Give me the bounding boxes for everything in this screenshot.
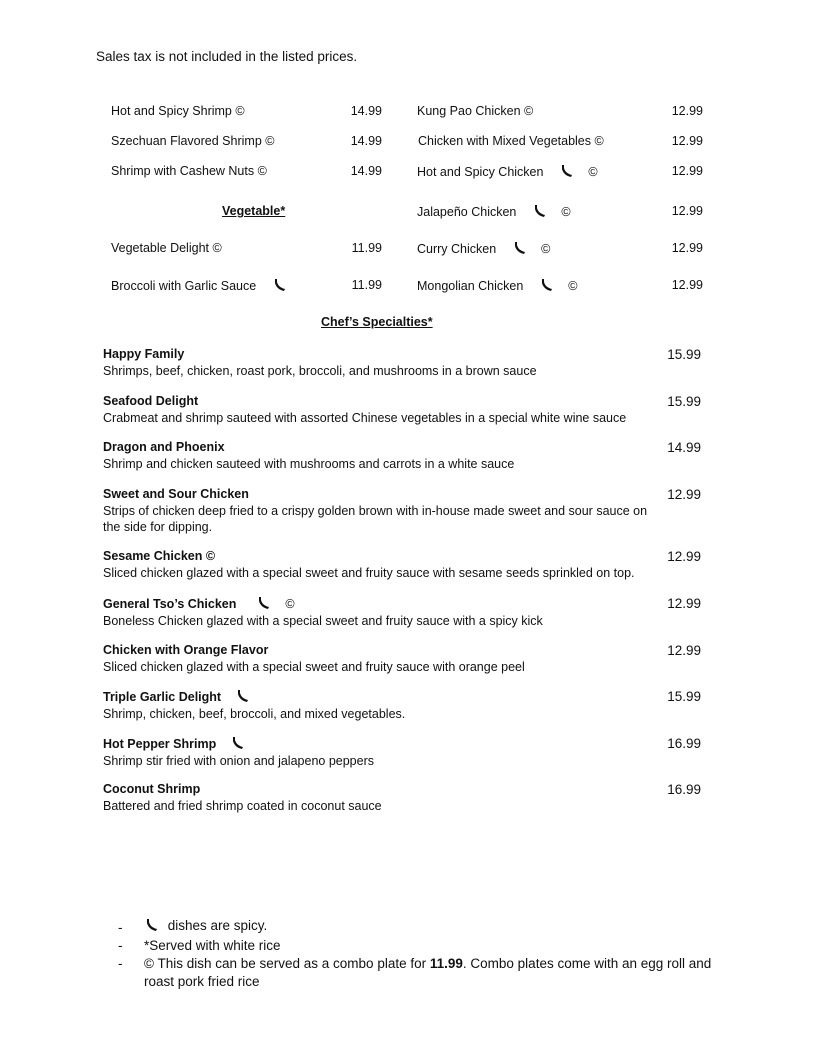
specialty-item <box>103 549 648 581</box>
menu-item-name: Szechuan Flavored Shrimp © <box>111 134 275 148</box>
menu-item-name: Chicken with Mixed Vegetables © <box>418 134 604 148</box>
tax-note: Sales tax is not included in the listed prices. <box>96 49 358 64</box>
specialty-name: Happy Family <box>103 347 185 361</box>
chili-pepper-icon <box>532 204 546 218</box>
menu-item-price: 14.99 <box>350 104 382 118</box>
chili-pepper-icon <box>512 241 526 255</box>
specialty-item <box>103 596 648 629</box>
menu-item-price: 12.99 <box>671 104 703 118</box>
specialty-price: 14.99 <box>667 440 701 455</box>
note-spicy <box>144 917 714 935</box>
specialty-item <box>103 487 648 535</box>
specialty-name: Dragon and Phoenix <box>103 440 225 454</box>
menu-item-name: Hot and Spicy Chicken <box>417 165 544 179</box>
menu-item-name: Hot and Spicy Shrimp © <box>111 104 245 118</box>
specialty-price: 15.99 <box>667 347 701 362</box>
note-rice: *Served with white rice <box>144 938 281 953</box>
chili-pepper-icon <box>144 918 158 932</box>
note-combo-suffix: . Combo plates come with an egg roll and roast pork fried rice <box>144 956 712 989</box>
specialty-item <box>103 689 648 722</box>
combo-symbol: © <box>588 165 598 179</box>
menu-item-price: 12.99 <box>671 134 703 148</box>
specialty-item <box>103 643 648 675</box>
combo-symbol: © <box>285 597 295 611</box>
menu-item-name: Mongolian Chicken <box>417 279 524 293</box>
specialty-price: 12.99 <box>667 487 701 502</box>
specialty-price: 12.99 <box>667 643 701 658</box>
specialty-desc: Shrimp and chicken sauteed with mushrooms and carrots in a white sauce <box>103 457 515 471</box>
menu-item-price: 11.99 <box>351 241 382 255</box>
specialty-item <box>103 782 648 814</box>
specialty-price: 12.99 <box>667 596 701 611</box>
combo-symbol: © <box>568 279 578 293</box>
bullet-dash: - <box>118 920 123 935</box>
specialty-name-row <box>103 689 648 704</box>
specialty-name: Triple Garlic Delight <box>103 690 222 704</box>
menu-item-row <box>417 241 550 256</box>
specialty-name-row <box>103 736 648 751</box>
menu-item-name: Jalapeño Chicken <box>417 205 517 219</box>
specialty-name: Coconut Shrimp <box>103 782 201 796</box>
combo-symbol: © <box>561 205 571 219</box>
specialty-desc: Shrimp, chicken, beef, broccoli, and mixed vegetables. <box>103 707 406 721</box>
specialty-item <box>103 394 648 426</box>
specialty-name: Seafood Delight <box>103 394 199 408</box>
specialty-price: 12.99 <box>667 549 701 564</box>
specialty-name: Hot Pepper Shrimp <box>103 737 217 751</box>
specialty-name: Sesame Chicken © <box>103 549 216 563</box>
specialty-desc: Shrimps, beef, chicken, roast pork, broccoli, and mushrooms in a brown sauce <box>103 364 537 378</box>
specialty-desc: Boneless Chicken glazed with a special sweet and fruity sauce with a spicy kick <box>103 614 543 628</box>
menu-item-name: Curry Chicken <box>417 242 497 256</box>
note-spicy-text: dishes are spicy. <box>167 918 268 933</box>
vegetable-heading: Vegetable* <box>222 204 286 218</box>
specialty-item <box>103 736 648 769</box>
specialty-desc: Sliced chicken glazed with a special sweet and fruity sauce with orange peel <box>103 660 525 674</box>
menu-item-name: Broccoli with Garlic Sauce <box>111 279 257 293</box>
chili-pepper-icon <box>235 689 249 703</box>
menu-item-name: Shrimp with Cashew Nuts © <box>111 164 267 178</box>
chili-pepper-icon <box>559 164 573 178</box>
menu-item-row <box>417 278 578 293</box>
menu-item-name: Vegetable Delight © <box>111 241 222 255</box>
specialty-desc: Strips of chicken deep fried to a crispy golden brown with in-house made sweet and sour sauce on the side for dipping. <box>103 504 648 534</box>
bullet-dash: - <box>118 956 123 971</box>
chili-pepper-icon <box>272 278 286 292</box>
specialty-name: General Tso’s Chicken <box>103 597 237 611</box>
specialty-name-row <box>103 596 648 611</box>
combo-symbol: © <box>541 242 551 256</box>
note-combo <box>144 955 714 991</box>
menu-item-row <box>417 204 571 219</box>
specialty-name: Chicken with Orange Flavor <box>103 643 269 657</box>
chili-pepper-icon <box>539 278 553 292</box>
menu-item-price: 12.99 <box>671 204 703 218</box>
specialty-name: Sweet and Sour Chicken <box>103 487 249 501</box>
specialty-price: 16.99 <box>667 736 701 751</box>
menu-item-row <box>111 278 286 293</box>
menu-item-price: 12.99 <box>671 278 703 292</box>
chili-pepper-icon <box>230 736 244 750</box>
menu-item-price: 11.99 <box>351 278 382 292</box>
specialty-price: 15.99 <box>667 689 701 704</box>
bullet-dash: - <box>118 938 123 953</box>
specialty-desc: Crabmeat and shrimp sauteed with assorted Chinese vegetables in a special white wine sauce <box>103 411 627 425</box>
specialty-item <box>103 440 648 472</box>
menu-item-price: 12.99 <box>671 241 703 255</box>
specialties-heading: Chef’s Specialties* <box>321 315 433 329</box>
specialty-desc: Battered and fried shrimp coated in coconut sauce <box>103 799 382 813</box>
menu-item-price: 12.99 <box>671 164 703 178</box>
specialty-price: 16.99 <box>667 782 701 797</box>
specialty-desc: Shrimp stir fried with onion and jalapeno peppers <box>103 754 374 768</box>
specialty-item <box>103 347 648 379</box>
menu-item-price: 14.99 <box>350 134 382 148</box>
menu-item-name: Kung Pao Chicken © <box>417 104 534 118</box>
note-combo-prefix: © This dish can be served as a combo plate for <box>144 956 430 971</box>
note-combo-price: 11.99 <box>429 956 463 971</box>
chili-pepper-icon <box>256 596 270 610</box>
menu-item-price: 14.99 <box>350 164 382 178</box>
specialty-price: 15.99 <box>667 394 701 409</box>
menu-item-row <box>417 164 598 179</box>
specialty-desc: Sliced chicken glazed with a special sweet and fruity sauce with sesame seeds sprinkled on top. <box>103 566 635 580</box>
